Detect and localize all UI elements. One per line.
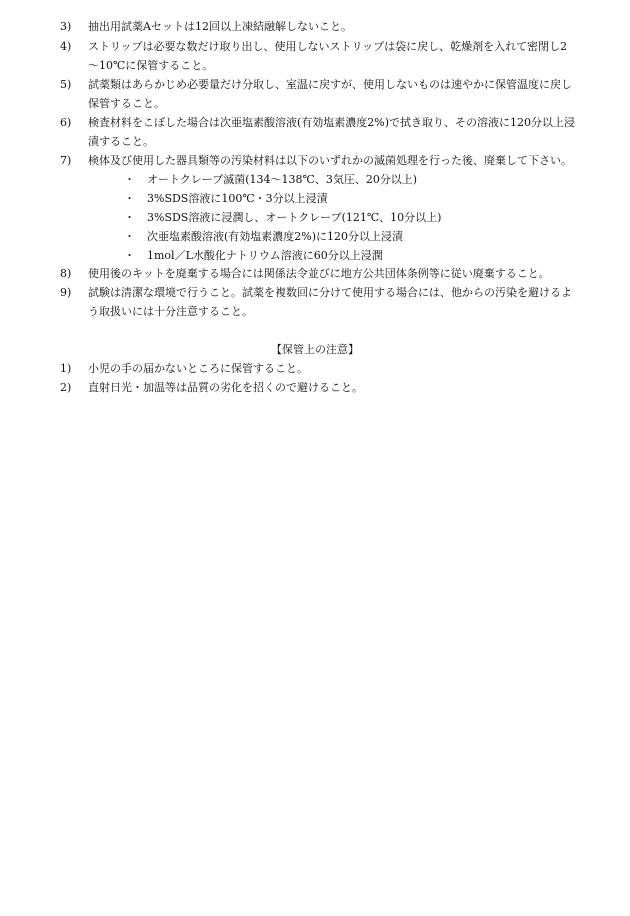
storage-section-title: 【保管上の注意】 bbox=[271, 343, 359, 356]
precaution-item-3 bbox=[60, 17, 630, 36]
item-text: ストリップは必要な数だけ取り出し、使用しないストリップは袋に戻し、乾燥剤を入れて密閉し2 〜10℃に保管すること。 bbox=[88, 40, 568, 72]
bullet-mark: ・ bbox=[124, 230, 135, 243]
precaution-item-5 bbox=[60, 75, 630, 113]
item-text: 使用後のキットを廃棄する場合には関係法令並びに地方公共団体条例等に従い廃棄すること。 bbox=[88, 267, 550, 280]
item-number: 2) bbox=[60, 381, 72, 394]
bullet-text: 1mol／L水酸化ナトリウム溶液に60分以上浸潤 bbox=[147, 249, 383, 262]
bullet-mark: ・ bbox=[124, 192, 135, 205]
sterilization-method-list bbox=[124, 170, 604, 265]
item-number: 1) bbox=[60, 362, 72, 375]
item-text: 試験は清潔な環境で行うこと。試薬を複数回に分けて使用する場合には、他からの汚染を避けるよ う取扱いには十分注意すること。 bbox=[88, 286, 572, 318]
bullet-text: 次亜塩素酸溶液(有効塩素濃度2%)に120分以上浸漬 bbox=[147, 230, 404, 243]
item-number: 9) bbox=[60, 286, 72, 299]
item-number: 8) bbox=[60, 267, 72, 280]
sterilization-method-item bbox=[124, 246, 604, 265]
sterilization-method-item bbox=[124, 170, 604, 189]
sterilization-method-item bbox=[124, 189, 604, 208]
storage-item-1 bbox=[60, 359, 630, 378]
precaution-item-4 bbox=[60, 37, 630, 75]
precaution-item-7 bbox=[60, 151, 630, 170]
item-number: 4) bbox=[60, 40, 72, 53]
item-text: 抽出用試薬Aセットは12回以上凍結融解しないこと。 bbox=[88, 20, 352, 33]
bullet-mark: ・ bbox=[124, 211, 135, 224]
item-number: 7) bbox=[60, 154, 72, 167]
item-text: 検査材料をこぼした場合は次亜塩素酸溶液(有効塩素濃度2%)で拭き取り、その溶液に120分以上浸 漬すること。 bbox=[88, 116, 576, 148]
bullet-mark: ・ bbox=[124, 173, 135, 186]
item-text: 小児の手の届かないところに保管すること。 bbox=[88, 362, 308, 375]
item-number: 5) bbox=[60, 78, 72, 91]
item-number: 6) bbox=[60, 116, 72, 129]
sterilization-method-item bbox=[124, 227, 604, 246]
item-text: 試薬類はあらかじめ必要量だけ分取し、室温に戻すが、使用しないものは速やかに保管温度に戻し 保管すること。 bbox=[88, 78, 572, 110]
bullet-text: オートクレーブ滅菌(134〜138℃、3気圧、20分以上) bbox=[147, 173, 418, 186]
storage-item-2 bbox=[60, 378, 630, 397]
sterilization-method-item bbox=[124, 208, 604, 227]
bullet-mark: ・ bbox=[124, 249, 135, 262]
precaution-item-8 bbox=[60, 264, 630, 283]
bullet-text: 3%SDS溶液に浸潤し、オートクレーブ(121℃、10分以上) bbox=[147, 211, 442, 224]
item-text: 検体及び使用した器具類等の汚染材料は以下のいずれかの滅菌処理を行った後、廃棄して下さい。 bbox=[88, 154, 572, 167]
bullet-text: 3%SDS溶液に100℃・3分以上浸漬 bbox=[147, 192, 328, 205]
item-text: 直射日光・加温等は品質の劣化を招くので避けること。 bbox=[88, 381, 363, 394]
item-number: 3) bbox=[60, 20, 72, 33]
precaution-item-6 bbox=[60, 113, 630, 151]
precaution-item-9 bbox=[60, 283, 630, 321]
